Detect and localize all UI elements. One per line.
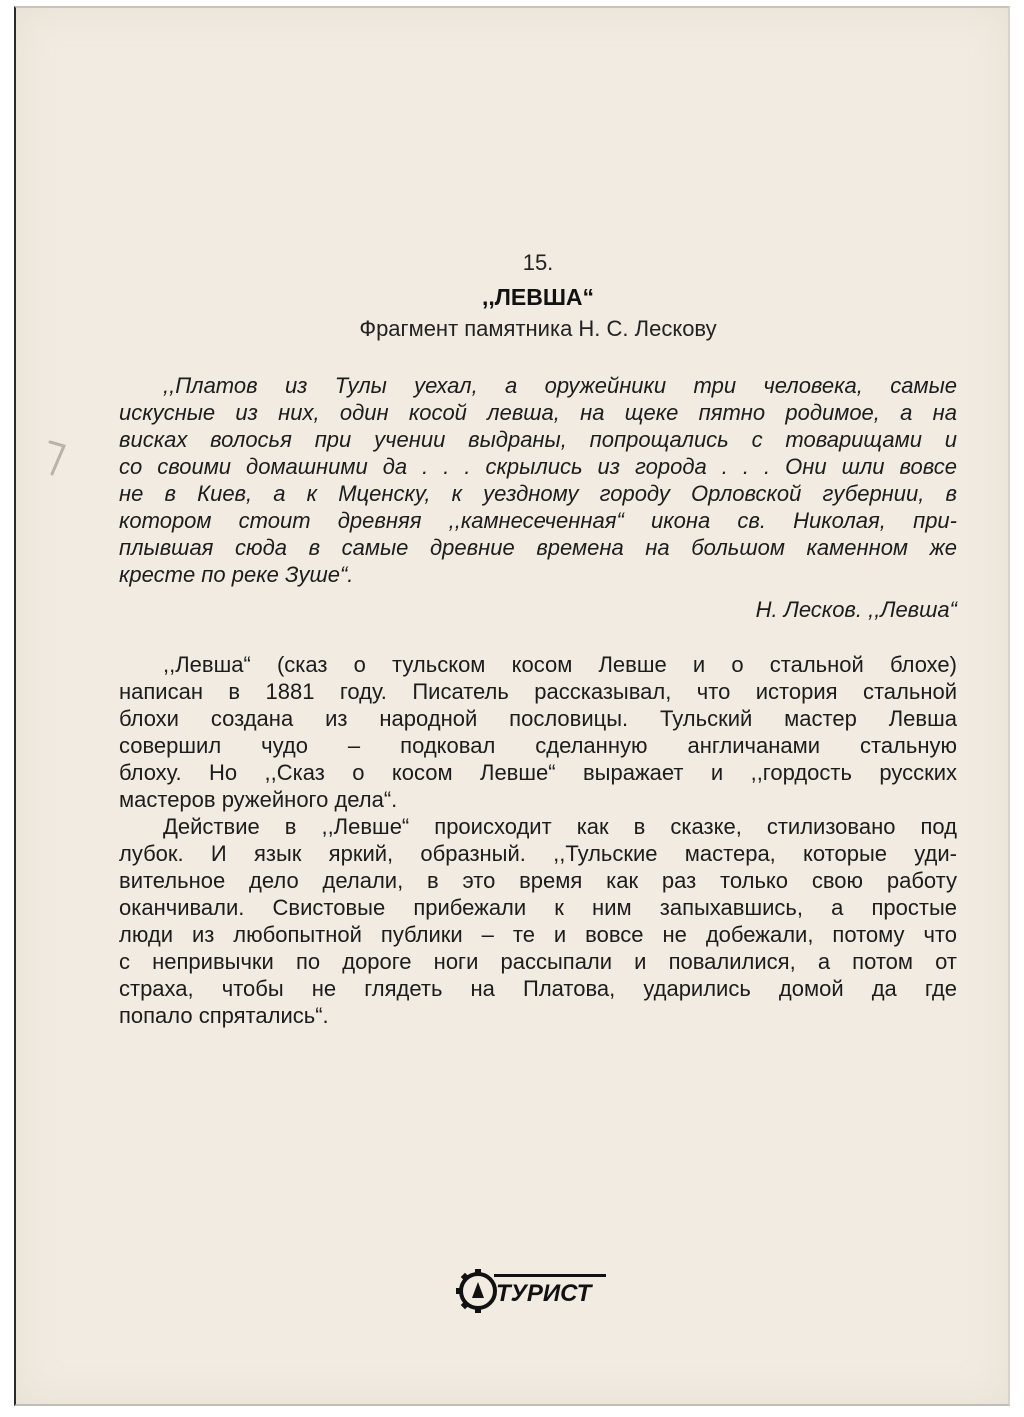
- body-line: мастеров ружейного дела“.: [119, 787, 398, 812]
- body-line: вительное дело делали, в это время как раз только свою работу: [119, 868, 957, 893]
- body-line: Действие в ,,Левше“ происходит как в сказке, стилизовано под: [163, 814, 957, 839]
- gear-logo-icon: [456, 1269, 495, 1313]
- quote-line: висках волосья при учении выдраны, попрощались с товарищами и: [119, 427, 957, 452]
- quote-line: ,,Платов из Тулы уехал, а оружейники три человека, самые: [163, 373, 957, 398]
- body-line: попало спрятались“.: [119, 1003, 329, 1028]
- body-line: люди из любопытной публики – те и вовсе не добежали, потому что: [119, 922, 957, 947]
- body-line: оканчивали. Свистовые прибежали к ним запыхавшись, а простые: [119, 895, 957, 920]
- card-title: ,,ЛЕВША“: [481, 284, 595, 310]
- body-line: с непривычки по дороге ноги рассыпали и повалилися, а потом от: [119, 949, 957, 974]
- body-line: блоху. Но ,,Сказ о косом Левше“ выражает и ,,гордость русских: [119, 760, 957, 785]
- quote-line: со своими домашними да . . . скрылись из города . . . Они шли вовсе: [119, 454, 957, 479]
- pencil-mark-icon: [46, 438, 68, 478]
- postcard-back: [14, 6, 1010, 1406]
- turist-logo: [456, 1268, 611, 1314]
- quote-line: не в Киев, а к Мценску, к уездному городу Орловской губернии, в: [119, 481, 957, 506]
- quote-attribution: Н. Лесков. ,,Левша“: [755, 597, 957, 622]
- logo-text: ТУРИСТ: [496, 1280, 592, 1307]
- body-line: страха, чтобы не глядеть на Платова, ударились домой да где: [119, 976, 957, 1001]
- card-subtitle: Фрагмент памятника Н. С. Лескову: [359, 316, 717, 341]
- quote-line: котором стоит древняя ,,камнесеченная“ икона св. Николая, при-: [119, 508, 957, 533]
- body-line: ,,Левша“ (сказ о тульском косом Левше и о стальной блохе): [163, 652, 957, 677]
- body-line: лубок. И язык яркий, образный. ,,Тульские мастера, которые уди-: [119, 841, 957, 866]
- quote-line: кресте по реке Зуше“.: [119, 562, 354, 587]
- quote-line: искусные из них, один косой левша, на щеке пятно родимое, а на: [119, 400, 957, 425]
- quote-line: плывшая сюда в самые древние времена на большом каменном же: [119, 535, 957, 560]
- body-line: блохи создана из народной пословицы. Тульский мастер Левша: [119, 706, 957, 731]
- body-text: [119, 651, 957, 1029]
- body-line: совершил чудо – подковал сделанную англичанами стальную: [119, 733, 957, 758]
- quote-block: [119, 372, 957, 588]
- body-line: написан в 1881 году. Писатель рассказывал, что история стальной: [119, 679, 957, 704]
- card-number: 15.: [522, 250, 554, 275]
